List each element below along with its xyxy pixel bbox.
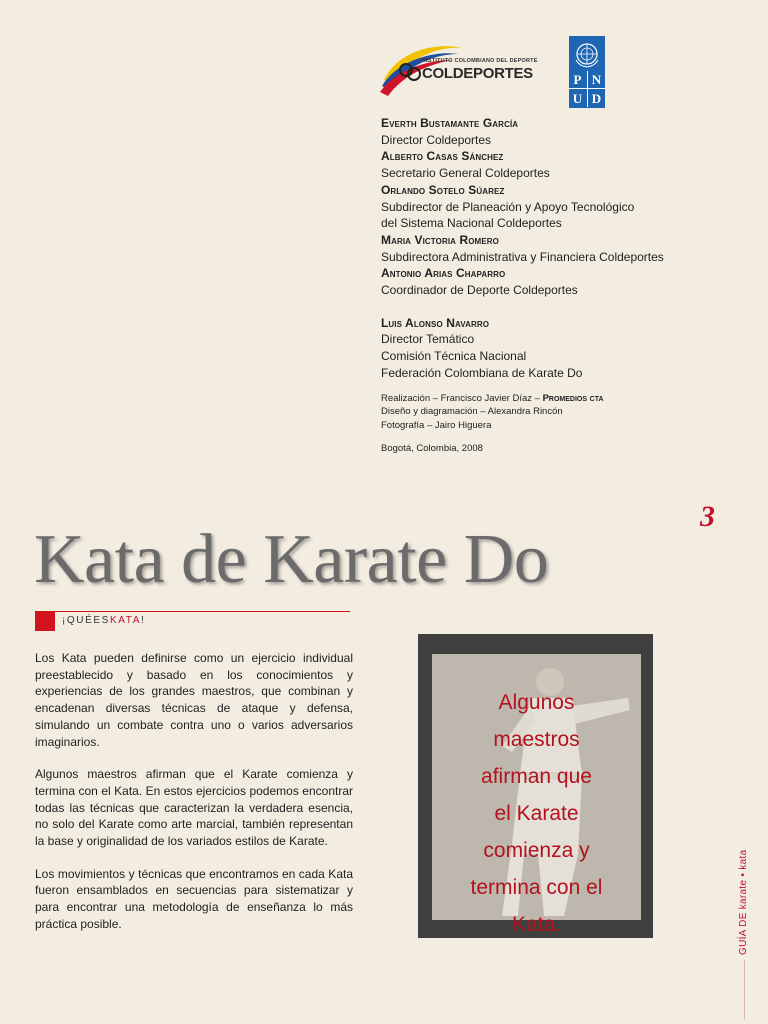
place-date: Bogotá, Colombia, 2008	[381, 443, 483, 455]
paragraph: Algunos maestros afirman que el Karate comienza y termina con el Kata. En estos ejercicios podemos encontrar todas las técnicas que caracterizan la verdadera esencia, no solo del Karate como arte marcial, también representan la base y originalidad de los variados estilos de Karate.	[35, 767, 353, 849]
quote-line: el Karate	[494, 802, 579, 825]
quote-line: maestros	[493, 728, 580, 751]
undp-letter-d: D	[591, 90, 602, 106]
credit-name: Antonio Arias Chaparro	[381, 266, 506, 281]
pull-quote-text	[432, 684, 641, 943]
page-number: 3	[700, 500, 715, 533]
credit-role: Coordinador de Deporte Coldeportes	[381, 283, 578, 298]
credit-name: Alberto Casas Sánchez	[381, 149, 504, 164]
credit-name: Orlando Sotelo Súarez	[381, 182, 505, 197]
credit-role: Subdirector de Planeación y Apoyo Tecnológico	[381, 199, 635, 214]
credit-role: Secretario General Coldeportes	[381, 166, 550, 181]
quote-line: Algunos	[498, 691, 575, 714]
realizacion-line	[381, 392, 721, 406]
undp-letter-u: U	[572, 90, 583, 106]
credits-block	[381, 115, 721, 456]
undp-divider	[587, 71, 588, 107]
credit-role: del Sistema Nacional Coldeportes	[381, 216, 562, 231]
section-heading-suffix: !	[141, 615, 146, 626]
paragraph: Los movimientos y técnicas que encontramos en cada Kata fueron ensamblados en secuencias para sistematizar y para encontrar una metodología de enseñanza lo más práctica posible.	[35, 866, 353, 931]
side-label-topic: kata	[738, 849, 749, 870]
side-running-head	[738, 850, 749, 955]
side-rule	[744, 960, 745, 1020]
coldeportes-name: COLDEPORTES	[422, 65, 533, 82]
paragraph: Los Kata pueden definirse como un ejercicio individual preestablecido y basado en los conocimientos y experiencias de los grandes maestros, que combinan y encadenan diversas técnicas de ataque y defensa, simulando un combate contra uno o varios adversarios imaginarios.	[35, 651, 353, 749]
section-rule	[35, 611, 350, 612]
undp-letter-n: N	[591, 71, 602, 87]
pull-quote-box	[418, 634, 653, 938]
bullet-icon: •	[738, 872, 749, 877]
quote-line: afirman que	[481, 765, 592, 788]
section-marker	[35, 612, 55, 631]
quote-line: Kata.	[511, 913, 562, 936]
director-role: Federación Colombiana de Karate Do	[381, 365, 583, 380]
fotografia-line: Fotografía – Jairo Higuera	[381, 419, 492, 431]
coldeportes-subtitle: INSTITUTO COLOMBIANO DEL DEPORTE	[422, 58, 538, 64]
director-name: Luis Alonso Navarro	[381, 315, 490, 330]
credit-role: Subdirectora Administrativa y Financiera Coldeportes	[381, 249, 664, 264]
body-text	[35, 650, 353, 949]
diseno-line: Diseño y diagramación – Alexandra Rincón	[381, 406, 563, 418]
credit-name: Everth Bustamante García	[381, 116, 519, 130]
realizacion-text: Realización – Francisco Javier Díaz –	[381, 392, 543, 404]
director-role: Comisión Técnica Nacional	[381, 349, 527, 364]
quote-line: comienza y	[483, 839, 590, 862]
realizacion-company: Promedios cta	[542, 392, 604, 404]
credit-role: Director Coldeportes	[381, 132, 492, 147]
un-globe-icon	[573, 40, 601, 68]
pull-quote-photo	[432, 654, 641, 936]
undp-logo	[569, 36, 605, 108]
coldeportes-logo	[378, 40, 544, 104]
undp-letter-p: P	[573, 71, 582, 87]
side-label-guide: GUÍA DE karate	[738, 879, 749, 955]
quote-line: termina con el	[470, 876, 603, 899]
director-role: Director Temático	[381, 332, 475, 347]
page-title: Kata de Karate Do	[34, 521, 549, 598]
section-heading	[62, 615, 145, 626]
credit-name: Maria Victoria Romero	[381, 232, 499, 247]
section-heading-accent: KATA	[109, 615, 141, 626]
section-heading-prefix: ¡QUÉES	[62, 615, 110, 626]
